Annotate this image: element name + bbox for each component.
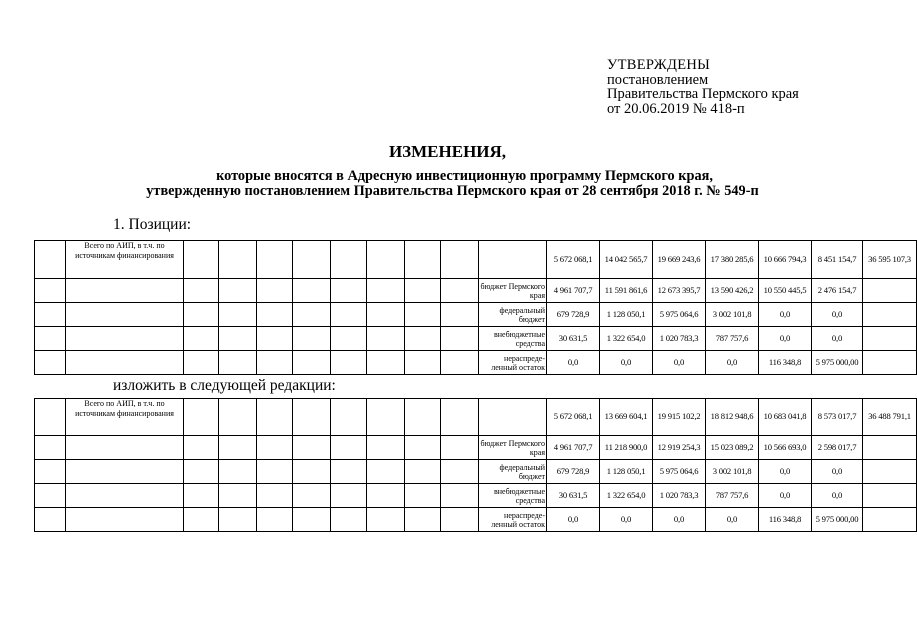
amount-cell	[863, 279, 917, 303]
empty-cell	[66, 351, 184, 375]
amount-cell: 30 631,5	[547, 327, 600, 351]
empty-cell	[35, 436, 66, 460]
empty-cell	[405, 460, 441, 484]
empty-cell	[219, 241, 257, 279]
amount-cell: 3 002 101,8	[706, 303, 759, 327]
table-row	[35, 303, 917, 327]
amount-cell: 11 591 861,6	[600, 279, 653, 303]
amount-cell: 8 451 154,7	[812, 241, 863, 279]
amount-cell: 36 488 791,1	[863, 399, 917, 436]
amount-cell: 5 975 000,00	[812, 508, 863, 532]
empty-cell	[331, 241, 367, 279]
empty-cell	[405, 303, 441, 327]
funding-source-cell: нераспреде-ленный остаток	[479, 508, 547, 532]
empty-cell	[219, 399, 257, 436]
empty-cell	[219, 484, 257, 508]
amount-cell: 0,0	[812, 484, 863, 508]
empty-cell	[293, 460, 331, 484]
amount-cell: 0,0	[653, 351, 706, 375]
amount-cell: 1 020 783,3	[653, 484, 706, 508]
funding-source-cell: нераспреде-ленный остаток	[479, 351, 547, 375]
empty-cell	[66, 484, 184, 508]
empty-cell	[35, 460, 66, 484]
amount-cell	[863, 436, 917, 460]
amount-cell: 5 672 068,1	[547, 399, 600, 436]
amount-cell: 13 590 426,2	[706, 279, 759, 303]
empty-cell	[35, 484, 66, 508]
empty-cell	[293, 303, 331, 327]
amount-cell	[863, 327, 917, 351]
empty-cell	[441, 484, 479, 508]
amount-cell: 13 669 604,1	[600, 399, 653, 436]
amount-cell: 5 975 064,6	[653, 460, 706, 484]
empty-cell	[35, 327, 66, 351]
empty-cell	[293, 399, 331, 436]
empty-cell	[257, 241, 293, 279]
amount-cell: 1 128 050,1	[600, 303, 653, 327]
empty-cell	[405, 508, 441, 532]
amount-cell	[863, 351, 917, 375]
empty-cell	[257, 508, 293, 532]
approval-line-2: Правительства Пермского края	[607, 86, 799, 102]
amount-cell	[863, 484, 917, 508]
funding-source-cell: внебюджетные средства	[479, 484, 547, 508]
aip-table-revised	[34, 398, 917, 532]
total-label-cell: Всего по АИП, в т.ч. по источникам финансирования	[66, 399, 184, 436]
empty-cell	[184, 436, 219, 460]
amount-cell: 0,0	[653, 508, 706, 532]
amount-cell: 10 666 794,3	[759, 241, 812, 279]
amount-cell: 0,0	[706, 508, 759, 532]
funding-source-cell: федеральный бюджет	[479, 303, 547, 327]
empty-cell	[367, 351, 405, 375]
amount-cell: 18 812 948,6	[706, 399, 759, 436]
empty-cell	[331, 508, 367, 532]
amount-cell: 0,0	[600, 508, 653, 532]
funding-source-cell	[479, 399, 547, 436]
empty-cell	[293, 436, 331, 460]
amount-cell	[863, 303, 917, 327]
empty-cell	[257, 303, 293, 327]
table-row	[35, 279, 917, 303]
title-subtitle-1: которые вносятся в Адресную инвестиционную программу Пермского края,	[216, 168, 713, 184]
empty-cell	[367, 460, 405, 484]
amount-cell: 5 975 064,6	[653, 303, 706, 327]
empty-cell	[367, 327, 405, 351]
amount-cell: 0,0	[706, 351, 759, 375]
empty-cell	[66, 303, 184, 327]
empty-cell	[219, 460, 257, 484]
empty-cell	[293, 508, 331, 532]
amount-cell: 4 961 707,7	[547, 436, 600, 460]
empty-cell	[441, 351, 479, 375]
empty-cell	[367, 279, 405, 303]
amount-cell: 0,0	[547, 351, 600, 375]
amount-cell: 36 595 107,3	[863, 241, 917, 279]
empty-cell	[184, 508, 219, 532]
table-row	[35, 484, 917, 508]
empty-cell	[257, 351, 293, 375]
empty-cell	[331, 460, 367, 484]
empty-cell	[66, 327, 184, 351]
amount-cell: 12 919 254,3	[653, 436, 706, 460]
amount-cell: 10 683 041,8	[759, 399, 812, 436]
amount-cell: 19 669 243,6	[653, 241, 706, 279]
amount-cell	[863, 460, 917, 484]
empty-cell	[35, 399, 66, 436]
funding-source-cell	[479, 241, 547, 279]
empty-cell	[219, 436, 257, 460]
empty-cell	[66, 279, 184, 303]
section-heading-new-edition: изложить в следующей редакции:	[113, 377, 336, 394]
aip-table-original	[34, 240, 917, 375]
approval-stamp	[607, 58, 799, 116]
empty-cell	[405, 484, 441, 508]
amount-cell: 8 573 017,7	[812, 399, 863, 436]
funding-source-cell: федеральный бюджет	[479, 460, 547, 484]
title-main: ИЗМЕНЕНИЯ,	[388, 142, 507, 161]
empty-cell	[441, 508, 479, 532]
amount-cell: 787 757,6	[706, 327, 759, 351]
empty-cell	[331, 436, 367, 460]
empty-cell	[257, 399, 293, 436]
amount-cell: 4 961 707,7	[547, 279, 600, 303]
empty-cell	[405, 399, 441, 436]
amount-cell: 1 322 654,0	[600, 327, 653, 351]
empty-cell	[257, 279, 293, 303]
amount-cell: 15 023 089,2	[706, 436, 759, 460]
amount-cell: 3 002 101,8	[706, 460, 759, 484]
amount-cell: 0,0	[600, 351, 653, 375]
amount-cell: 2 598 017,7	[812, 436, 863, 460]
amount-cell: 1 020 783,3	[653, 327, 706, 351]
empty-cell	[441, 327, 479, 351]
amount-cell: 679 728,9	[547, 460, 600, 484]
empty-cell	[219, 351, 257, 375]
amount-cell: 0,0	[759, 303, 812, 327]
amount-cell: 12 673 395,7	[653, 279, 706, 303]
funding-source-cell: внебюджетные средства	[479, 327, 547, 351]
approval-line-1: постановлением	[607, 71, 709, 88]
empty-cell	[257, 436, 293, 460]
empty-cell	[367, 303, 405, 327]
empty-cell	[441, 241, 479, 279]
empty-cell	[331, 399, 367, 436]
amount-cell	[863, 508, 917, 532]
amount-cell: 10 550 445,5	[759, 279, 812, 303]
empty-cell	[184, 460, 219, 484]
empty-cell	[219, 508, 257, 532]
empty-cell	[35, 303, 66, 327]
amount-cell: 116 348,8	[759, 351, 812, 375]
empty-cell	[441, 303, 479, 327]
empty-cell	[293, 279, 331, 303]
empty-cell	[405, 279, 441, 303]
empty-cell	[66, 436, 184, 460]
table-row	[35, 327, 917, 351]
empty-cell	[367, 241, 405, 279]
empty-cell	[184, 399, 219, 436]
amount-cell: 787 757,6	[706, 484, 759, 508]
amount-cell: 0,0	[812, 460, 863, 484]
title-subtitle-2: утвержденную постановлением Правительства Пермского края от 28 сентября 2018 г. № 549-п	[146, 183, 759, 199]
table-row	[35, 436, 917, 460]
amount-cell: 0,0	[759, 327, 812, 351]
funding-source-cell: бюджет Пермского края	[479, 436, 547, 460]
empty-cell	[367, 436, 405, 460]
amount-cell: 0,0	[547, 508, 600, 532]
empty-cell	[219, 279, 257, 303]
empty-cell	[184, 484, 219, 508]
table-row	[35, 508, 917, 532]
amount-cell: 19 915 102,2	[653, 399, 706, 436]
empty-cell	[184, 241, 219, 279]
amount-cell: 0,0	[812, 303, 863, 327]
table-row	[35, 399, 917, 436]
empty-cell	[331, 484, 367, 508]
empty-cell	[66, 508, 184, 532]
amount-cell: 14 042 565,7	[600, 241, 653, 279]
empty-cell	[184, 303, 219, 327]
empty-cell	[184, 351, 219, 375]
empty-cell	[257, 484, 293, 508]
empty-cell	[184, 327, 219, 351]
empty-cell	[35, 351, 66, 375]
table-row	[35, 460, 917, 484]
approval-heading: УТВЕРЖДЕНЫ	[607, 57, 711, 73]
table-row	[35, 241, 917, 279]
empty-cell	[405, 241, 441, 279]
empty-cell	[293, 484, 331, 508]
approval-line-3: от 20.06.2019 № 418-п	[607, 100, 745, 117]
empty-cell	[367, 399, 405, 436]
empty-cell	[293, 241, 331, 279]
amount-cell: 116 348,8	[759, 508, 812, 532]
empty-cell	[257, 327, 293, 351]
empty-cell	[405, 327, 441, 351]
empty-cell	[35, 508, 66, 532]
empty-cell	[367, 484, 405, 508]
amount-cell: 0,0	[759, 484, 812, 508]
amount-cell: 2 476 154,7	[812, 279, 863, 303]
amount-cell: 679 728,9	[547, 303, 600, 327]
amount-cell: 5 672 068,1	[547, 241, 600, 279]
empty-cell	[331, 279, 367, 303]
empty-cell	[219, 327, 257, 351]
total-label-cell: Всего по АИП, в т.ч. по источникам финансирования	[66, 241, 184, 279]
empty-cell	[35, 279, 66, 303]
amount-cell: 0,0	[812, 327, 863, 351]
empty-cell	[405, 351, 441, 375]
amount-cell: 0,0	[759, 460, 812, 484]
document-title	[0, 142, 905, 199]
empty-cell	[331, 327, 367, 351]
empty-cell	[184, 279, 219, 303]
amount-cell: 11 218 900,0	[600, 436, 653, 460]
empty-cell	[331, 303, 367, 327]
empty-cell	[441, 279, 479, 303]
empty-cell	[35, 241, 66, 279]
table-row	[35, 351, 917, 375]
empty-cell	[367, 508, 405, 532]
empty-cell	[257, 460, 293, 484]
funding-source-cell: бюджет Пермского края	[479, 279, 547, 303]
amount-cell: 5 975 000,00	[812, 351, 863, 375]
section-heading-positions: 1. Позиции:	[113, 216, 192, 233]
empty-cell	[293, 351, 331, 375]
amount-cell: 10 566 693,0	[759, 436, 812, 460]
empty-cell	[331, 351, 367, 375]
empty-cell	[293, 327, 331, 351]
empty-cell	[219, 303, 257, 327]
amount-cell: 30 631,5	[547, 484, 600, 508]
amount-cell: 1 128 050,1	[600, 460, 653, 484]
amount-cell: 1 322 654,0	[600, 484, 653, 508]
empty-cell	[441, 460, 479, 484]
empty-cell	[441, 436, 479, 460]
empty-cell	[405, 436, 441, 460]
empty-cell	[441, 399, 479, 436]
amount-cell: 17 380 285,6	[706, 241, 759, 279]
empty-cell	[66, 460, 184, 484]
